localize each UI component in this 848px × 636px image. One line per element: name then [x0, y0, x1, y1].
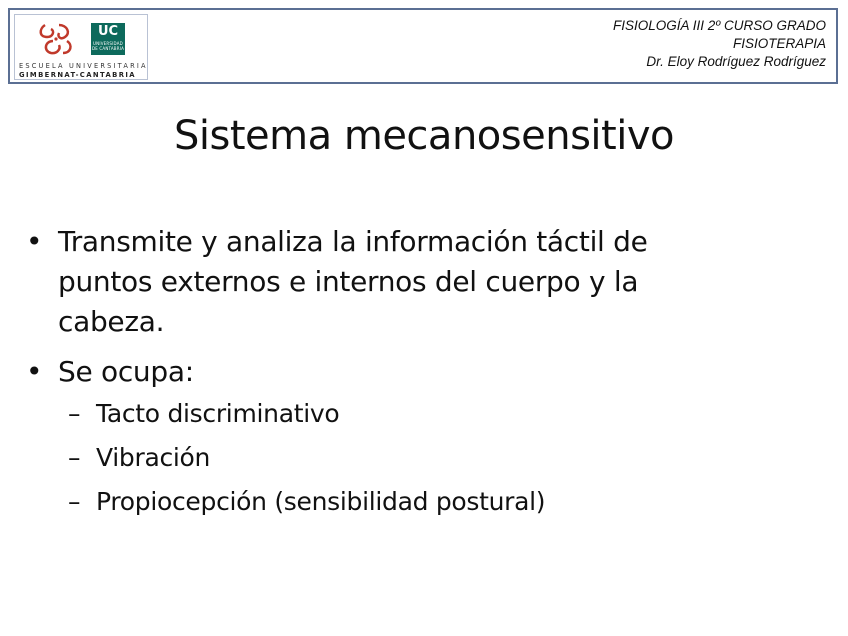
bullet-item: [24, 222, 784, 342]
uc-logo-text: UC: [97, 24, 119, 39]
bullet-line: cabeza.: [58, 305, 165, 338]
course-line-degree: FISIOTERAPIA: [732, 36, 826, 51]
school-logo: [14, 14, 148, 80]
logo-school-line: ESCUELA UNIVERSITARIA: [19, 62, 148, 70]
sub-bullet-marker: –: [68, 399, 81, 428]
slide-header: [8, 8, 838, 84]
slide-content: [24, 222, 784, 524]
bullet-item: [24, 352, 784, 392]
bullet-marker: •: [26, 355, 43, 388]
bullet-line: Transmite y analiza la información táctil de: [58, 225, 648, 258]
sub-bullet-text: Vibración: [96, 443, 211, 472]
uc-logo: [91, 23, 125, 55]
bullet-marker: •: [26, 225, 43, 258]
sub-bullet-item: [24, 436, 784, 480]
sub-bullet-text: Propiocepción (sensibilidad postural): [96, 487, 546, 516]
logo-school-name: GIMBERNAT-CANTABRIA: [19, 71, 136, 79]
sub-bullet-marker: –: [68, 443, 81, 472]
course-info: [613, 17, 826, 71]
bullet-line: Se ocupa:: [58, 355, 194, 388]
sub-bullet-text: Tacto discriminativo: [96, 399, 340, 428]
school-emblem-icon: [37, 21, 77, 57]
course-line-professor: Dr. Eloy Rodríguez Rodríguez: [646, 54, 826, 69]
uc-logo-subtext: UNIVERSIDAD DE CANTABRIA: [91, 41, 125, 51]
bullet-line: puntos externos e internos del cuerpo y la: [58, 265, 639, 298]
course-line-subject: FISIOLOGÍA III 2º CURSO GRADO: [613, 18, 826, 33]
sub-bullet-marker: –: [68, 487, 81, 516]
sub-bullet-item: [24, 480, 784, 524]
sub-bullet-item: [24, 392, 784, 436]
slide-title: Sistema mecanosensitivo: [174, 113, 674, 159]
